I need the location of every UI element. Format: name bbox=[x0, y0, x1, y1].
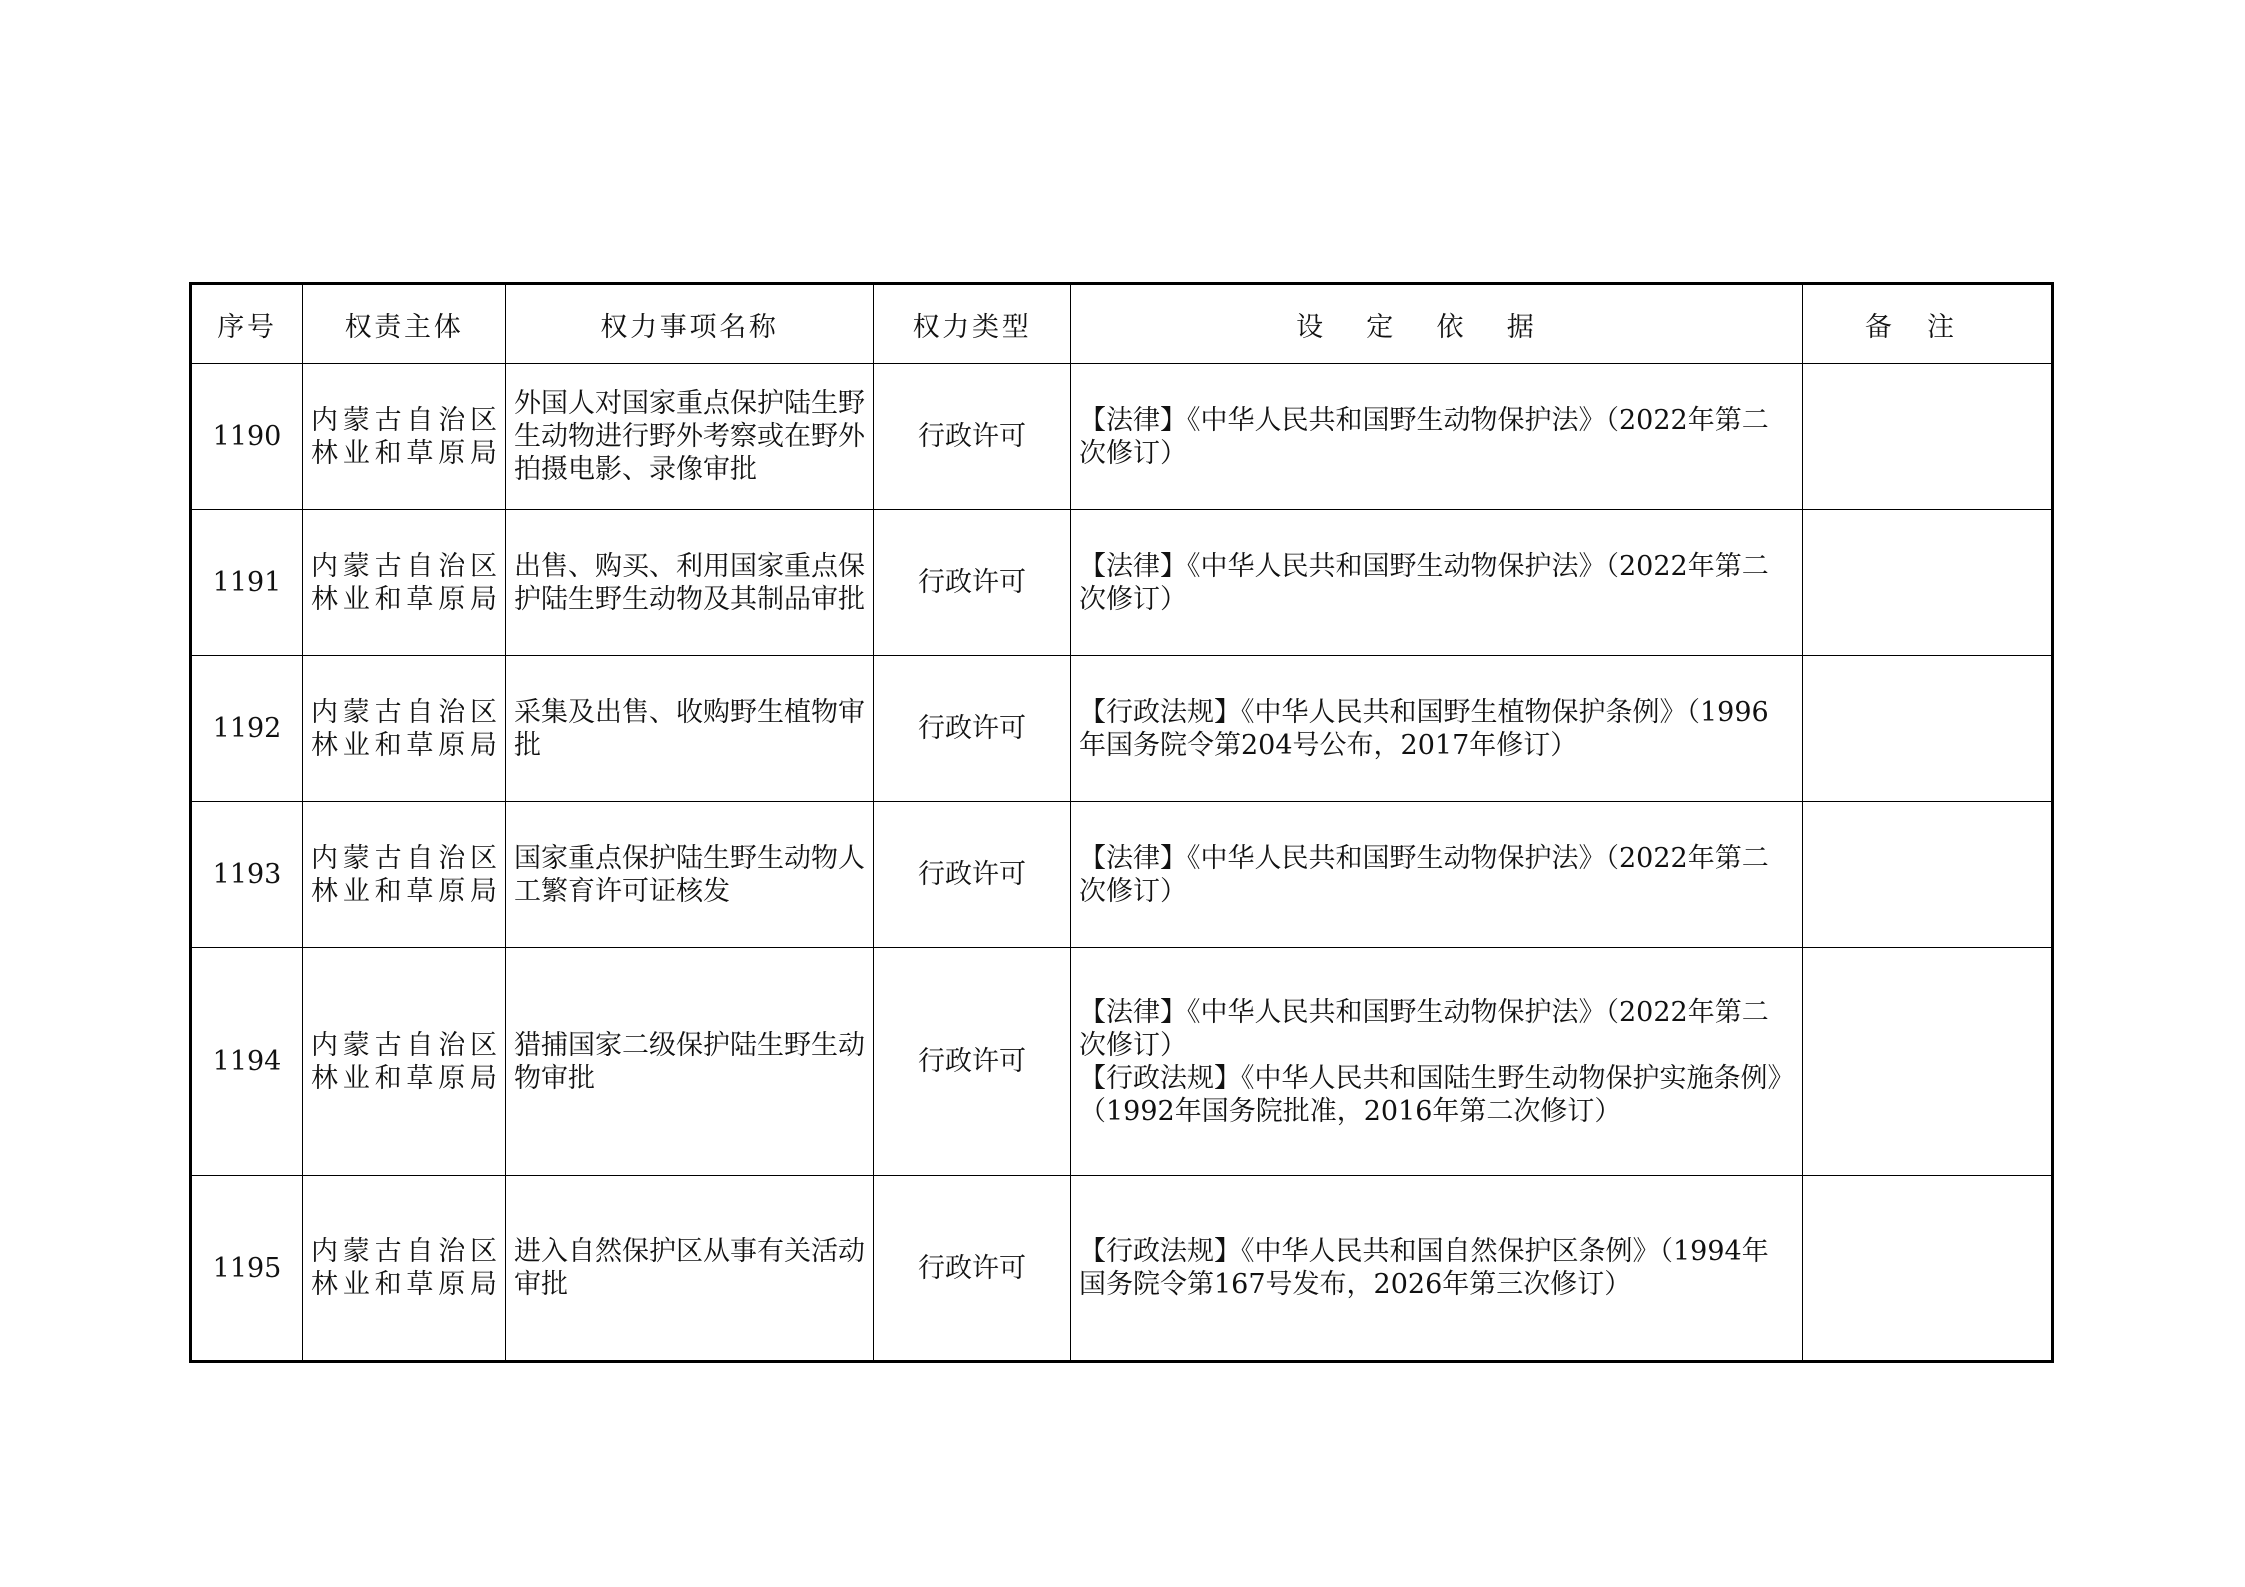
table-row bbox=[191, 948, 2053, 1176]
cell-name: 采集及出售、收购野生植物审批 bbox=[506, 656, 874, 802]
cell-note bbox=[1803, 656, 2053, 802]
cell-name: 进入自然保护区从事有关活动审批 bbox=[506, 1176, 874, 1362]
cell-subject: 内蒙古自治区林业和草原局 bbox=[303, 510, 506, 656]
cell-name: 出售、购买、利用国家重点保护陆生野生动物及其制品审批 bbox=[506, 510, 874, 656]
cell-type: 行政许可 bbox=[874, 802, 1071, 948]
cell-no: 1193 bbox=[191, 802, 303, 948]
cell-subject: 内蒙古自治区林业和草原局 bbox=[303, 656, 506, 802]
table-row bbox=[191, 510, 2053, 656]
cell-name: 外国人对国家重点保护陆生野生动物进行野外考察或在野外拍摄电影、录像审批 bbox=[506, 364, 874, 510]
table-header bbox=[191, 284, 2053, 364]
cell-note bbox=[1803, 948, 2053, 1176]
cell-name: 猎捕国家二级保护陆生野生动物审批 bbox=[506, 948, 874, 1176]
cell-subject: 内蒙古自治区林业和草原局 bbox=[303, 948, 506, 1176]
basis-line: 【行政法规】《中华人民共和国自然保护区条例》（1994年国务院令第167号发布，2026年第三次修订） bbox=[1079, 1236, 1769, 1300]
header-basis: 设定依据 bbox=[1071, 284, 1803, 364]
basis-line: 【行政法规】《中华人民共和国陆生野生动物保护实施条例》（1992年国务院批准，2016年第二次修订） bbox=[1079, 1062, 1781, 1127]
cell-type: 行政许可 bbox=[874, 364, 1071, 510]
basis-line: 【法律】《中华人民共和国野生动物保护法》（2022年第二次修订） bbox=[1079, 550, 1769, 615]
header-row bbox=[191, 284, 2053, 364]
cell-basis bbox=[1071, 510, 1803, 656]
table-row bbox=[191, 656, 2053, 802]
cell-note bbox=[1803, 510, 2053, 656]
cell-no: 1195 bbox=[191, 1176, 303, 1362]
cell-subject: 内蒙古自治区林业和草原局 bbox=[303, 802, 506, 948]
cell-basis bbox=[1071, 1176, 1803, 1362]
cell-no: 1194 bbox=[191, 948, 303, 1176]
cell-type: 行政许可 bbox=[874, 948, 1071, 1176]
cell-no: 1192 bbox=[191, 656, 303, 802]
cell-basis bbox=[1071, 948, 1803, 1176]
basis-line: 【法律】《中华人民共和国野生动物保护法》（2022年第二次修订） bbox=[1079, 996, 1769, 1061]
cell-subject: 内蒙古自治区林业和草原局 bbox=[303, 1176, 506, 1362]
table-body bbox=[191, 364, 2053, 1362]
header-subject: 权责主体 bbox=[303, 284, 506, 364]
cell-type: 行政许可 bbox=[874, 510, 1071, 656]
header-type: 权力类型 bbox=[874, 284, 1071, 364]
cell-subject: 内蒙古自治区林业和草原局 bbox=[303, 364, 506, 510]
basis-line: 【法律】《中华人民共和国野生动物保护法》（2022年第二次修订） bbox=[1079, 842, 1769, 907]
cell-name: 国家重点保护陆生野生动物人工繁育许可证核发 bbox=[506, 802, 874, 948]
cell-no: 1190 bbox=[191, 364, 303, 510]
header-no: 序号 bbox=[191, 284, 303, 364]
cell-no: 1191 bbox=[191, 510, 303, 656]
cell-basis bbox=[1071, 802, 1803, 948]
basis-line: 【法律】《中华人民共和国野生动物保护法》（2022年第二次修订） bbox=[1079, 404, 1769, 469]
cell-basis bbox=[1071, 656, 1803, 802]
cell-note bbox=[1803, 364, 2053, 510]
cell-type: 行政许可 bbox=[874, 1176, 1071, 1362]
table-row bbox=[191, 802, 2053, 948]
cell-note bbox=[1803, 802, 2053, 948]
header-note: 备注 bbox=[1803, 284, 2053, 364]
table-row bbox=[191, 364, 2053, 510]
basis-line: 【行政法规】《中华人民共和国野生植物保护条例》（1996年国务院令第204号公布，2017年修订） bbox=[1079, 696, 1769, 761]
cell-basis bbox=[1071, 364, 1803, 510]
cell-note bbox=[1803, 1176, 2053, 1362]
table-row bbox=[191, 1176, 2053, 1362]
header-name: 权力事项名称 bbox=[506, 284, 874, 364]
authority-list-table bbox=[189, 282, 2054, 1363]
cell-type: 行政许可 bbox=[874, 656, 1071, 802]
